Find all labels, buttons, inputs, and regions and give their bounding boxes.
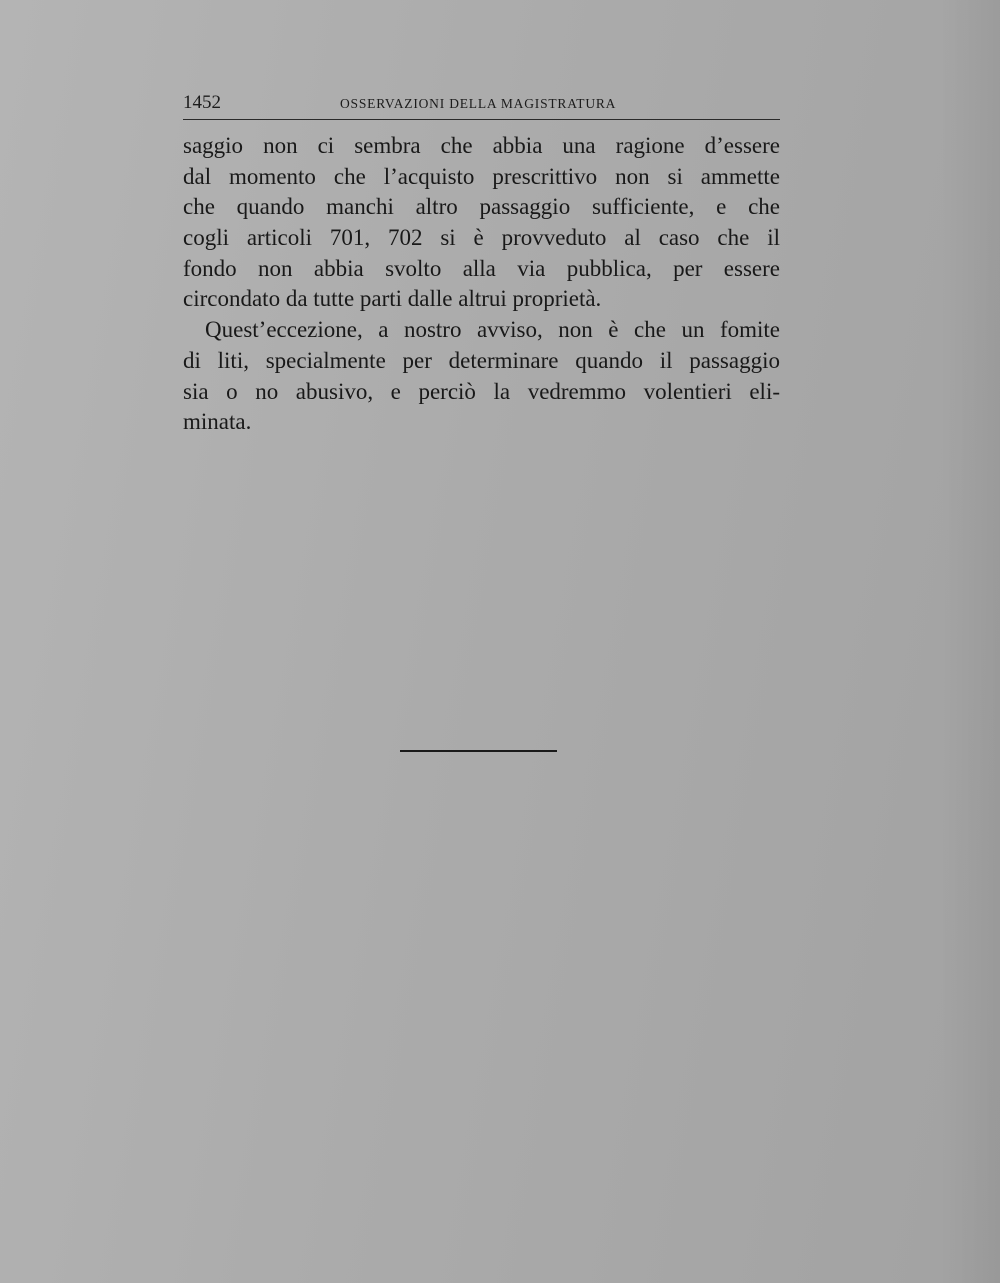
paragraph-2 [183,315,780,438]
text-line: dal momento che l’acquisto prescrittivo non si ammette [183,163,780,189]
end-rule [400,750,557,752]
text-line: circondato da tutte parti dalle altrui proprietà. [183,286,602,312]
body-text [183,131,780,438]
text-line: di liti, specialmente per determinare quando il passaggio [183,347,780,373]
text-line: minata. [183,409,252,435]
text-line: cogli articoli 701, 702 si è provveduto al caso che il [183,225,780,251]
text-line: sia o no abusivo, e perciò la vedremmo volentieri eli- [183,378,780,404]
text-line: fondo non abbia svolto alla via pubblica, per essere [183,255,780,281]
text-line: saggio non ci sembra che abbia una ragione d’essere [183,133,780,158]
text-line: che quando manchi altro passaggio sufficiente, e che [183,194,780,220]
page-header [183,92,780,116]
paragraph-1 [183,131,780,315]
page-number: 1452 [183,92,221,113]
running-head: OSSERVAZIONI DELLA MAGISTRATURA [340,96,617,111]
page-shadow [940,0,1000,1283]
text-line: Quest’eccezione, a nostro avviso, non è che un fomite [205,317,780,343]
header-rule [183,119,780,120]
